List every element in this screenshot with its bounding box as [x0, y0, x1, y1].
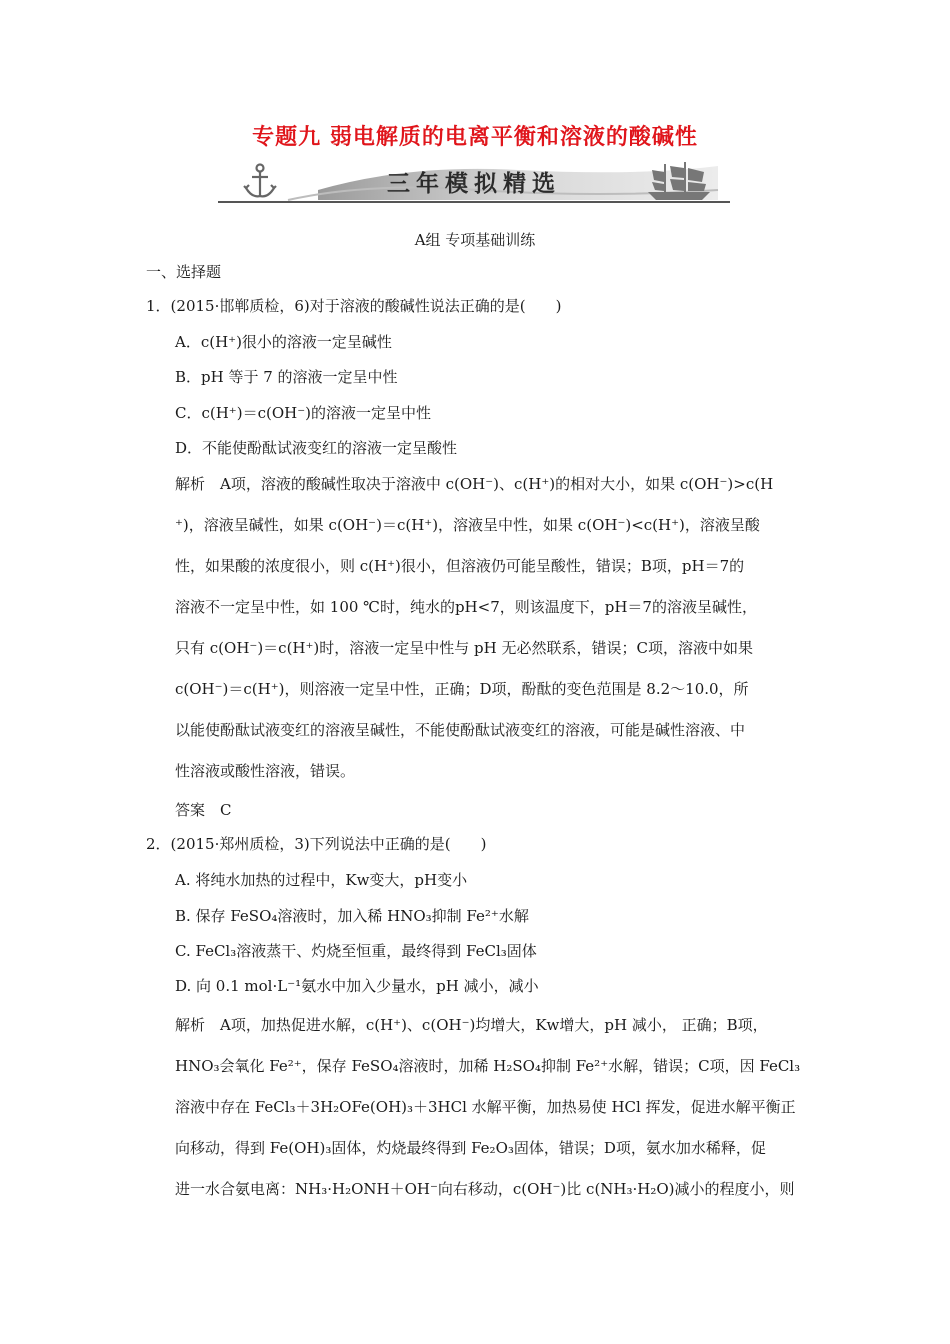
question-2-stem: 2．(2015·郑州质检，3)下列说法中正确的是( ): [146, 835, 487, 853]
question-2-analysis-line: 进一水合氨电离：NH₃·H₂ONH＋OH⁻向右移动，c(OH⁻)比 c(NH₃·H₂O)减小的程度小，则: [175, 1180, 795, 1198]
question-1-analysis-line: ⁺)，溶液呈碱性，如果 c(OH⁻)＝c(H⁺)，溶液呈中性，如果 c(OH⁻)<c(H⁺)，溶液呈酸: [175, 516, 760, 534]
question-1-option-a: A．c(H⁺)很小的溶液一定呈碱性: [175, 333, 392, 351]
question-2-analysis-line: 解析 A项，加热促进水解，c(H⁺)、c(OH⁻)均增大，Kw增大，pH 减小， 正确；B项，: [175, 1016, 768, 1034]
question-1-stem: 1．(2015·邯郸质检，6)对于溶液的酸碱性说法正确的是( ): [146, 297, 562, 315]
section-banner: [218, 160, 730, 206]
question-1-analysis-line: 性，如果酸的浓度很小，则 c(H⁺)很小，但溶液仍可能呈酸性，错误；B项，pH＝7的: [175, 557, 745, 575]
question-2-analysis-line: HNO₃会氧化 Fe²⁺，保存 FeSO₄溶液时，加稀 H₂SO₄抑制 Fe²⁺水解，错误；C项，因 FeCl₃: [175, 1057, 801, 1075]
banner-graphic: [218, 160, 730, 206]
section-heading: 一、选择题: [146, 263, 222, 281]
banner-text: 三年模拟精选: [387, 171, 561, 197]
question-1-analysis-line: c(OH⁻)＝c(H⁺)，则溶液一定呈中性，正确；D项，酚酞的变色范围是 8.2～10.0，所: [175, 680, 749, 698]
question-2-option-c: C. FeCl₃溶液蒸干、灼烧至恒重，最终得到 FeCl₃固体: [175, 942, 537, 960]
group-heading: A组 专项基础训练: [414, 231, 536, 249]
question-1-analysis-line: 只有 c(OH⁻)＝c(H⁺)时，溶液一定呈中性与 pH 无必然联系，错误；C项，溶液中如果: [175, 639, 753, 657]
question-1-analysis-line: 解析 A项，溶液的酸碱性取决于溶液中 c(OH⁻)、c(H⁺)的相对大小，如果 c(OH⁻)>c(H: [175, 475, 774, 493]
page-title: 专题九 弱电解质的电离平衡和溶液的酸碱性: [252, 125, 698, 150]
question-1-answer: 答案 C: [175, 801, 232, 819]
question-2-option-a: A. 将纯水加热的过程中，Kw变大，pH变小: [175, 871, 468, 889]
question-1-analysis-line: 溶液不一定呈中性，如 100 ℃时，纯水的pH<7，则该温度下，pH＝7的溶液呈碱性，: [175, 598, 757, 616]
anchor-icon: [244, 165, 276, 197]
question-2-analysis-line: 向移动，得到 Fe(OH)₃固体，灼烧最终得到 Fe₂O₃固体，错误；D项，氨水加水稀释，促: [175, 1139, 766, 1157]
question-2-option-b: B. 保存 FeSO₄溶液时，加入稀 HNO₃抑制 Fe²⁺水解: [175, 907, 529, 925]
question-2-option-d: D. 向 0.1 mol·L⁻¹氨水中加入少量水，pH 减小，减小: [175, 977, 539, 995]
question-1-option-d: D．不能使酚酞试液变红的溶液一定呈酸性: [175, 439, 458, 457]
question-1-analysis-line: 性溶液或酸性溶液，错误。: [175, 762, 356, 780]
question-1-option-c: C．c(H⁺)＝c(OH⁻)的溶液一定呈中性: [175, 404, 431, 422]
question-2-analysis-line: 溶液中存在 FeCl₃＋3H₂OFe(OH)₃＋3HCl 水解平衡，加热易使 HCl 挥发，促进水解平衡正: [175, 1098, 796, 1116]
question-1-analysis-line: 以能使酚酞试液变红的溶液呈碱性，不能使酚酞试液变红的溶液，可能是碱性溶液、中: [175, 721, 746, 739]
question-1-option-b: B．pH 等于 7 的溶液一定呈中性: [175, 368, 398, 386]
